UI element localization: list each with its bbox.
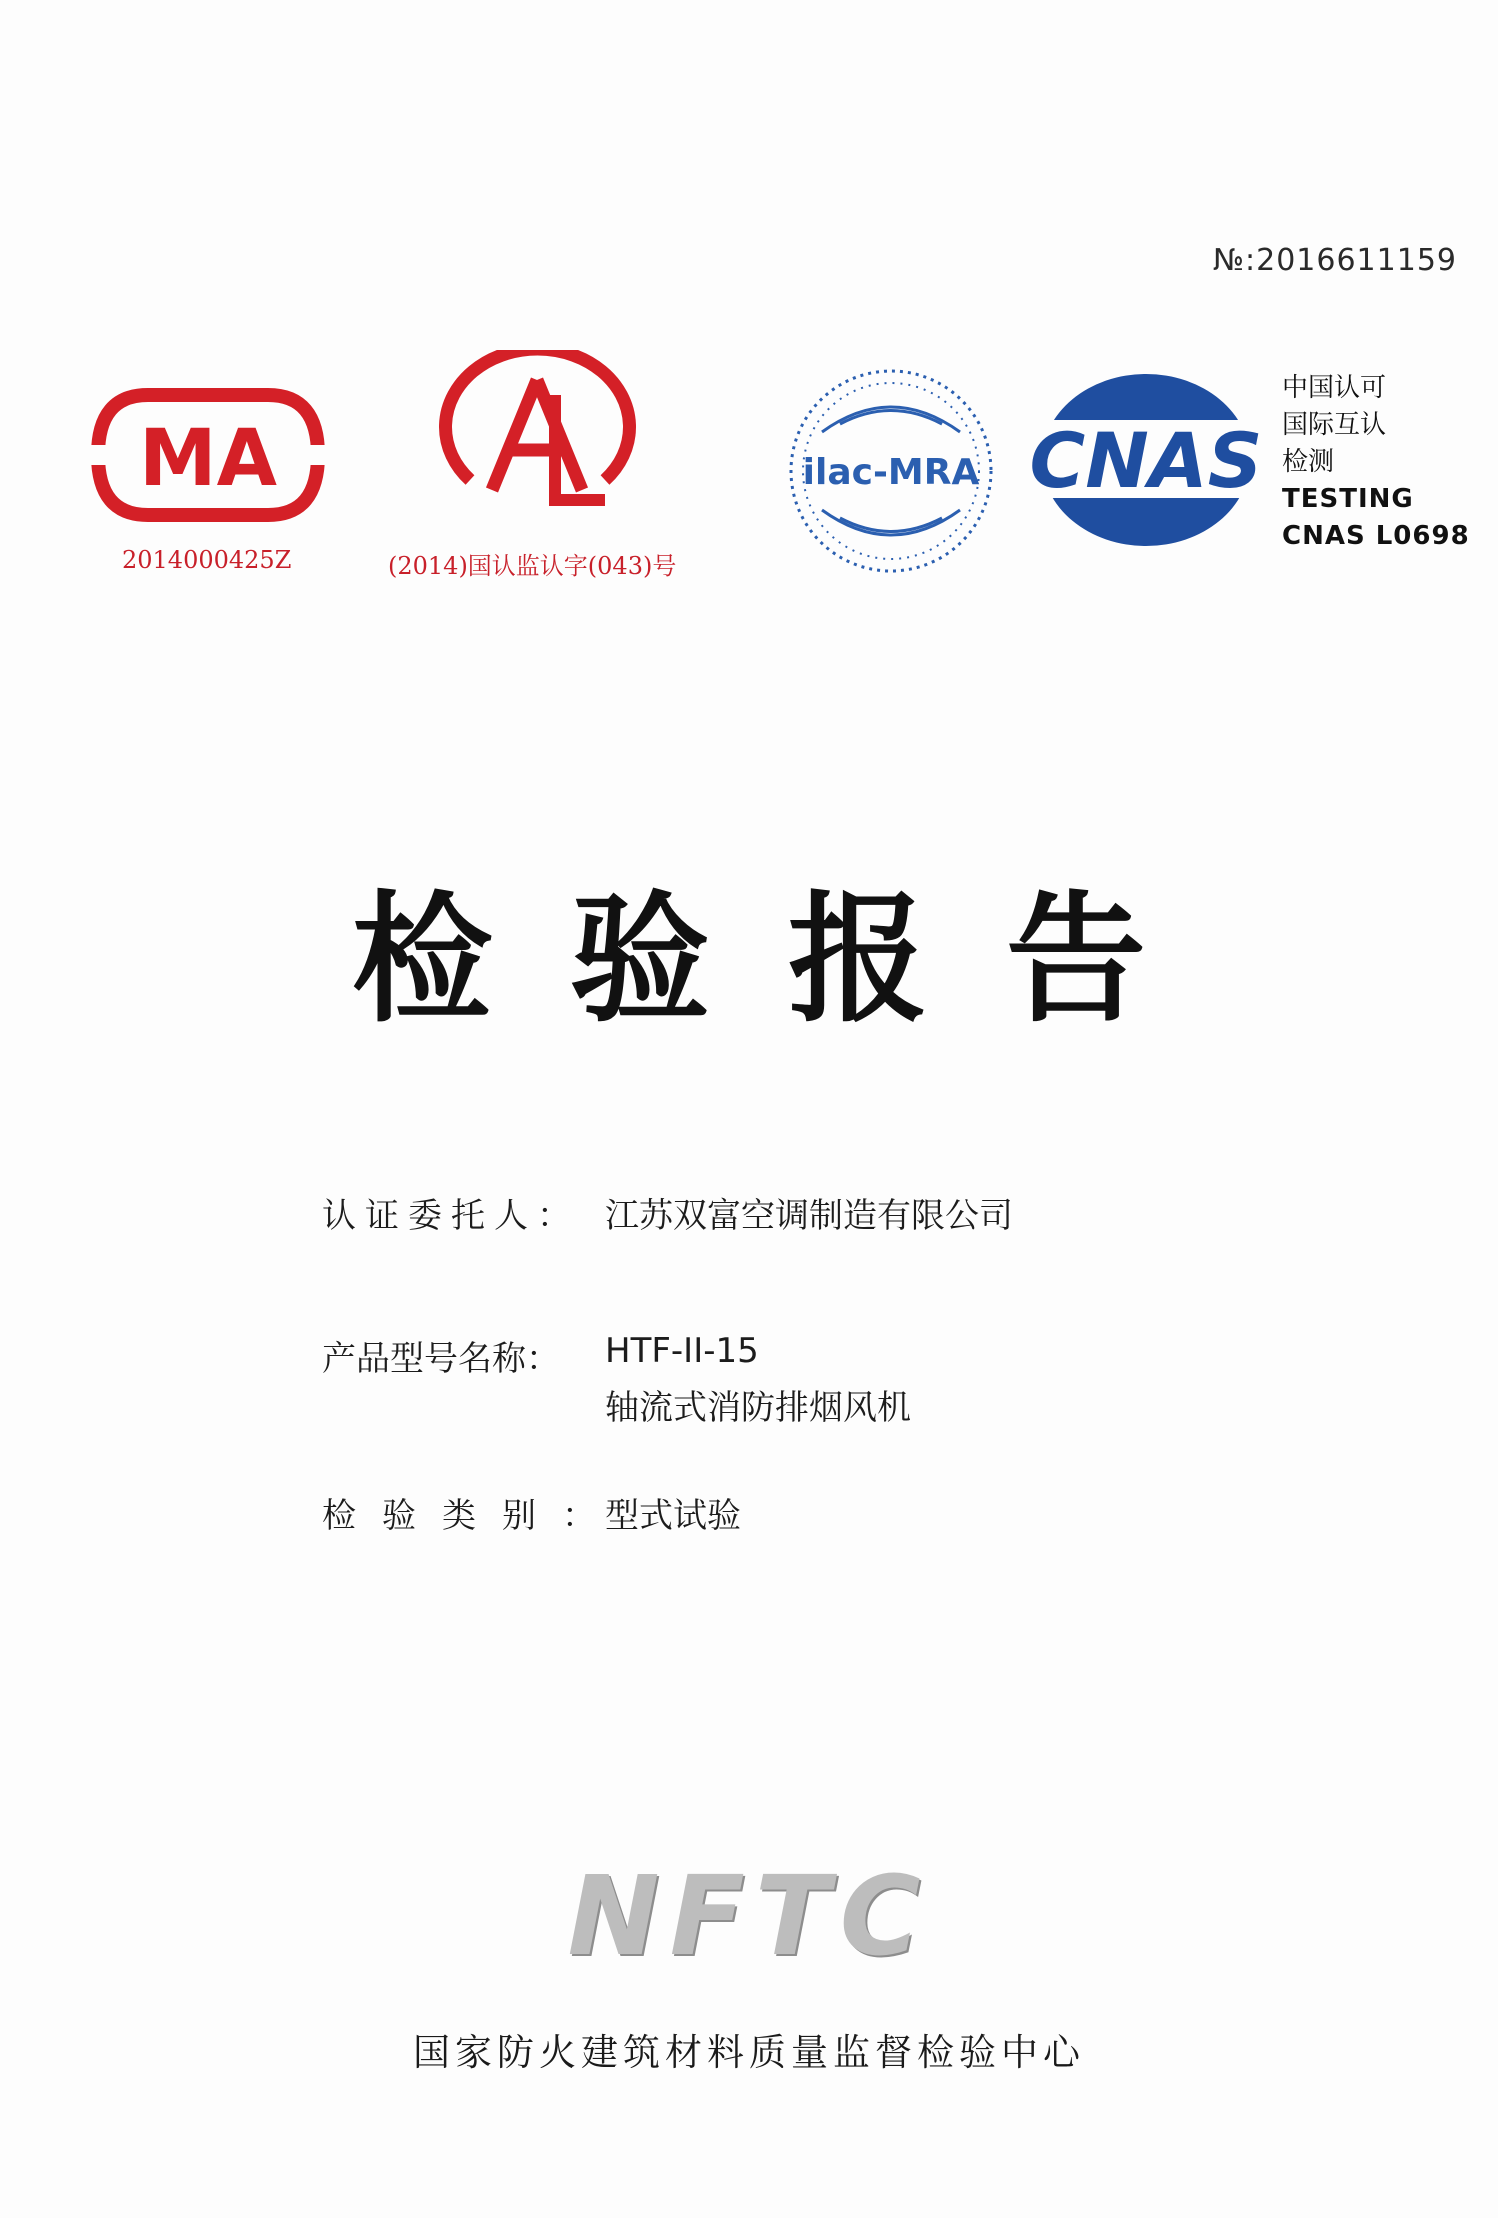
ilac-mra-text: ilac-MRA [802,452,980,493]
model-label: 产品型号名称： [322,1339,560,1379]
cnas-accreditation-text [1282,370,1470,555]
cnas-line-3: 检测 [1282,447,1335,477]
cnas-line-1: 中国认可 [1282,373,1387,403]
cnas-line-testing: TESTING [1282,484,1414,514]
model-value: HTF-II-15 [605,1331,759,1371]
report-title: 检验报告 [351,879,1224,1042]
cnas-logo-text: CNAS [1029,416,1263,505]
ilac-mra-logo [782,362,1000,580]
issuing-organization: 国家防火建筑材料质量监督检验中心 [413,2031,1085,2074]
cnas-logo [1026,370,1266,550]
product-name-value: 轴流式消防排烟风机 [605,1388,911,1428]
cal-logo [430,350,645,530]
report-number: №:2016611159 [1212,243,1457,278]
cma-logo [88,385,328,525]
cnas-line-2: 国际互认 [1282,410,1387,440]
nftc-logo [0,1852,1498,1980]
cnas-line-number: CNAS L0698 [1282,521,1470,551]
client-label: 认证委托人： [322,1196,580,1236]
client-value: 江苏双富空调制造有限公司 [605,1196,1013,1236]
category-value: 型式试验 [605,1496,741,1536]
nftc-logo-text: NFTC [567,1852,931,1980]
cma-logo-text: MA [139,414,277,504]
cal-certificate-number: (2014)国认监认字(043)号 [388,552,677,580]
category-label: 检验类别： [322,1496,622,1536]
cma-certificate-number: 2014000425Z [122,546,292,574]
